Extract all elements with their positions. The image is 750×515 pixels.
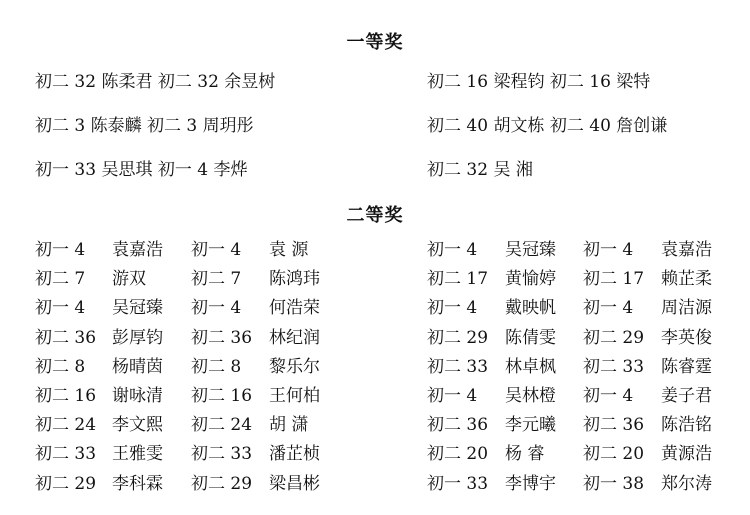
second-prize-class: 初二 8 <box>35 357 86 377</box>
second-prize-student-name: 吴冠臻 <box>505 240 556 260</box>
second-prize-student-name: 杨晴茵 <box>112 357 163 377</box>
second-prize-class: 初一 4 <box>191 240 242 260</box>
first-prize-title: 一等奖 <box>346 32 404 53</box>
second-prize-class: 初二 36 <box>35 328 97 348</box>
second-prize-class: 初二 29 <box>35 474 97 494</box>
first-prize-row-1-right: 初二 16 梁程钧 初二 16 梁特 <box>427 72 651 92</box>
second-prize-student-name: 赖芷柔 <box>661 269 712 289</box>
second-prize-student-name: 王雅雯 <box>112 444 163 464</box>
second-prize-class: 初一 4 <box>427 386 478 406</box>
second-prize-class: 初二 36 <box>583 415 645 435</box>
second-prize-class: 初二 7 <box>35 269 86 289</box>
second-prize-student-name: 游双 <box>112 269 146 289</box>
second-prize-class: 初二 8 <box>191 357 242 377</box>
second-prize-class: 初一 4 <box>427 240 478 260</box>
second-prize-class: 初二 24 <box>35 415 97 435</box>
second-prize-class: 初一 4 <box>191 298 242 318</box>
second-prize-student-name: 袁嘉浩 <box>661 240 712 260</box>
second-prize-class: 初二 33 <box>191 444 253 464</box>
second-prize-class: 初二 16 <box>35 386 97 406</box>
second-prize-student-name: 杨 睿 <box>505 444 545 464</box>
second-prize-student-name: 陈鸿玮 <box>269 269 320 289</box>
second-prize-class: 初一 4 <box>427 298 478 318</box>
second-prize-student-name: 黄愉婷 <box>505 269 556 289</box>
second-prize-class: 初二 33 <box>583 357 645 377</box>
second-prize-class: 初一 4 <box>583 386 634 406</box>
second-prize-class: 初二 17 <box>427 269 489 289</box>
second-prize-class: 初一 38 <box>583 474 645 494</box>
second-prize-student-name: 李科霖 <box>112 474 163 494</box>
first-prize-row-1-left: 初二 32 陈柔君 初二 32 余昱树 <box>35 72 276 92</box>
second-prize-student-name: 吴林橙 <box>505 386 556 406</box>
second-prize-class: 初一 33 <box>427 474 489 494</box>
second-prize-student-name: 周洁源 <box>661 298 712 318</box>
second-prize-title: 二等奖 <box>346 205 404 226</box>
second-prize-student-name: 李英俊 <box>661 328 712 348</box>
second-prize-student-name: 郑尔涛 <box>661 474 712 494</box>
second-prize-student-name: 陈浩铭 <box>661 415 712 435</box>
second-prize-class: 初一 4 <box>583 240 634 260</box>
second-prize-class: 初二 33 <box>427 357 489 377</box>
second-prize-student-name: 林卓枫 <box>505 357 556 377</box>
second-prize-student-name: 袁嘉浩 <box>112 240 163 260</box>
second-prize-student-name: 彭厚钧 <box>112 328 163 348</box>
second-prize-class: 初二 36 <box>427 415 489 435</box>
second-prize-class: 初二 29 <box>191 474 253 494</box>
second-prize-class: 初一 4 <box>583 298 634 318</box>
second-prize-class: 初二 7 <box>191 269 242 289</box>
second-prize-student-name: 李元曦 <box>505 415 556 435</box>
second-prize-student-name: 王何柏 <box>269 386 320 406</box>
second-prize-student-name: 黎乐尔 <box>269 357 320 377</box>
second-prize-student-name: 潘芷桢 <box>269 444 320 464</box>
second-prize-student-name: 戴映帆 <box>505 298 556 318</box>
second-prize-student-name: 吴冠臻 <box>112 298 163 318</box>
second-prize-student-name: 何浩荣 <box>269 298 320 318</box>
second-prize-class: 初二 24 <box>191 415 253 435</box>
first-prize-row-3-left: 初一 33 吴思琪 初一 4 李烨 <box>35 160 248 180</box>
first-prize-row-2-left: 初二 3 陈泰麟 初二 3 周玥彤 <box>35 116 254 136</box>
second-prize-student-name: 李文熙 <box>112 415 163 435</box>
second-prize-class: 初二 29 <box>583 328 645 348</box>
second-prize-class: 初二 36 <box>191 328 253 348</box>
first-prize-row-3-right: 初二 32 吴 湘 <box>427 160 533 180</box>
second-prize-class: 初一 4 <box>35 298 86 318</box>
second-prize-student-name: 梁昌彬 <box>269 474 320 494</box>
second-prize-student-name: 黄源浩 <box>661 444 712 464</box>
second-prize-student-name: 陈倩雯 <box>505 328 556 348</box>
second-prize-student-name: 姜子君 <box>661 386 712 406</box>
first-prize-row-2-right: 初二 40 胡文栋 初二 40 詹创谦 <box>427 116 668 136</box>
second-prize-student-name: 谢咏清 <box>112 386 163 406</box>
second-prize-student-name: 胡 潇 <box>269 415 309 435</box>
second-prize-class: 初二 33 <box>35 444 97 464</box>
second-prize-student-name: 陈睿霆 <box>661 357 712 377</box>
second-prize-class: 初一 4 <box>35 240 86 260</box>
second-prize-student-name: 林纪润 <box>269 328 320 348</box>
second-prize-student-name: 袁 源 <box>269 240 309 260</box>
second-prize-student-name: 李博宇 <box>505 474 556 494</box>
second-prize-class: 初二 17 <box>583 269 645 289</box>
second-prize-class: 初二 20 <box>583 444 645 464</box>
second-prize-class: 初二 20 <box>427 444 489 464</box>
second-prize-class: 初二 16 <box>191 386 253 406</box>
second-prize-class: 初二 29 <box>427 328 489 348</box>
